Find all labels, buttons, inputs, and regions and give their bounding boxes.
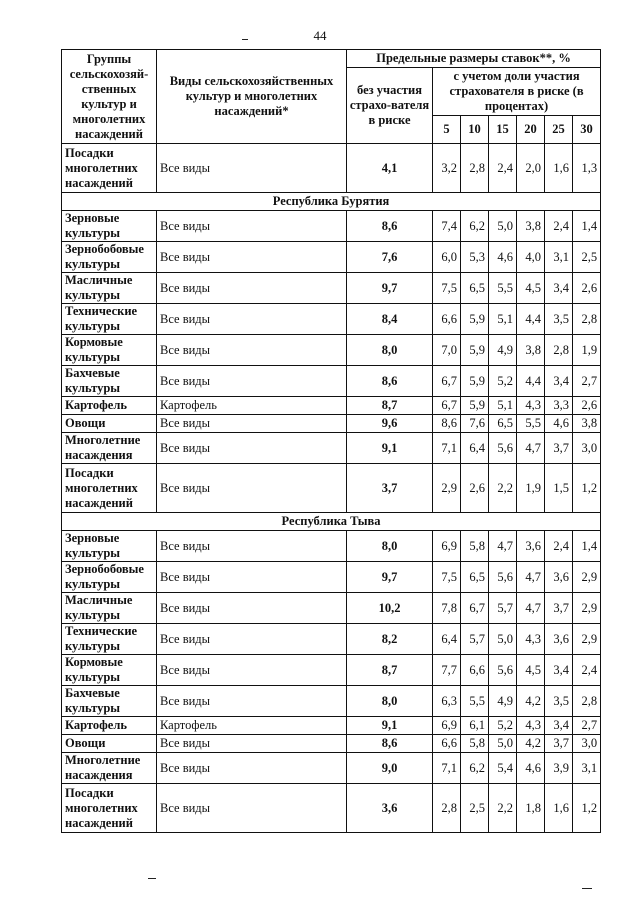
row-rate: 4,5 <box>517 655 545 686</box>
row-kind: Все виды <box>157 366 347 397</box>
row-base-rate: 9,1 <box>347 433 433 464</box>
row-rate: 3,6 <box>545 624 573 655</box>
row-rate: 4,6 <box>489 242 517 273</box>
row-rate: 6,5 <box>461 273 489 304</box>
row-rate: 4,2 <box>517 686 545 717</box>
row-rate: 6,9 <box>433 717 461 735</box>
insurance-rates-table <box>61 49 601 833</box>
row-rate: 7,4 <box>433 211 461 242</box>
row-rate: 1,6 <box>545 784 573 833</box>
row-rate: 4,6 <box>517 753 545 784</box>
row-group: Многолетние насаждения <box>62 433 157 464</box>
row-rate: 3,1 <box>545 242 573 273</box>
row-rate: 6,6 <box>433 304 461 335</box>
row-kind: Все виды <box>157 624 347 655</box>
row-group: Зерновые культуры <box>62 531 157 562</box>
row-group: Кормовые культуры <box>62 335 157 366</box>
row-base-rate: 8,4 <box>347 304 433 335</box>
row-rate: 2,4 <box>573 655 601 686</box>
row-rate: 3,2 <box>433 144 461 193</box>
row-kind: Все виды <box>157 686 347 717</box>
row-rate: 2,4 <box>489 144 517 193</box>
row-base-rate: 8,0 <box>347 686 433 717</box>
row-rate: 6,0 <box>433 242 461 273</box>
header-pct: 30 <box>573 116 601 144</box>
row-rate: 6,3 <box>433 686 461 717</box>
row-rate: 4,0 <box>517 242 545 273</box>
table-row <box>62 144 601 193</box>
row-kind: Все виды <box>157 242 347 273</box>
row-base-rate: 8,6 <box>347 211 433 242</box>
row-rate: 4,7 <box>517 562 545 593</box>
row-rate: 2,9 <box>573 593 601 624</box>
row-rate: 1,4 <box>573 531 601 562</box>
row-base-rate: 10,2 <box>347 593 433 624</box>
region-title: Республика Бурятия <box>62 193 601 211</box>
row-group: Масличные культуры <box>62 593 157 624</box>
row-base-rate: 3,6 <box>347 784 433 833</box>
header-limits: Предельные размеры ставок**, % <box>347 50 601 68</box>
row-rate: 3,5 <box>545 304 573 335</box>
row-group: Зернобобовые культуры <box>62 562 157 593</box>
row-rate: 7,8 <box>433 593 461 624</box>
row-base-rate: 8,0 <box>347 335 433 366</box>
row-group: Овощи <box>62 735 157 753</box>
row-rate: 4,2 <box>517 735 545 753</box>
row-rate: 2,9 <box>573 562 601 593</box>
row-rate: 3,5 <box>545 686 573 717</box>
table-row <box>62 242 601 273</box>
row-kind: Все виды <box>157 753 347 784</box>
row-rate: 7,0 <box>433 335 461 366</box>
table-row <box>62 366 601 397</box>
table-row <box>62 784 601 833</box>
row-rate: 2,8 <box>461 144 489 193</box>
row-rate: 6,6 <box>461 655 489 686</box>
row-rate: 3,6 <box>517 531 545 562</box>
row-rate: 2,8 <box>545 335 573 366</box>
row-rate: 2,4 <box>545 531 573 562</box>
row-group: Кормовые культуры <box>62 655 157 686</box>
scan-mark <box>148 878 156 879</box>
row-rate: 5,0 <box>489 735 517 753</box>
row-kind: Все виды <box>157 335 347 366</box>
row-rate: 1,3 <box>573 144 601 193</box>
row-group: Технические культуры <box>62 624 157 655</box>
row-kind: Все виды <box>157 655 347 686</box>
header-kinds: Виды сельскохозяйственных культур и многолетних насаждений* <box>157 50 347 144</box>
header-pct: 15 <box>489 116 517 144</box>
row-rate: 5,5 <box>461 686 489 717</box>
row-rate: 1,2 <box>573 784 601 833</box>
row-rate: 6,2 <box>461 211 489 242</box>
row-base-rate: 8,7 <box>347 397 433 415</box>
region-row <box>62 193 601 211</box>
row-rate: 4,6 <box>545 415 573 433</box>
row-rate: 2,6 <box>573 273 601 304</box>
table-row <box>62 464 601 513</box>
row-base-rate: 7,6 <box>347 242 433 273</box>
table-row <box>62 433 601 464</box>
row-kind: Все виды <box>157 433 347 464</box>
row-rate: 2,2 <box>489 464 517 513</box>
row-rate: 3,4 <box>545 655 573 686</box>
row-base-rate: 9,0 <box>347 753 433 784</box>
row-rate: 7,7 <box>433 655 461 686</box>
row-rate: 2,7 <box>573 366 601 397</box>
scan-mark <box>582 888 592 889</box>
row-rate: 4,4 <box>517 304 545 335</box>
row-rate: 2,8 <box>433 784 461 833</box>
header-with-share: с учетом доли участия страхователя в риске (в процентах) <box>433 68 601 116</box>
row-rate: 6,7 <box>433 366 461 397</box>
row-group: Масличные культуры <box>62 273 157 304</box>
row-rate: 1,9 <box>573 335 601 366</box>
scan-mark <box>242 39 248 40</box>
row-rate: 4,7 <box>517 433 545 464</box>
table-row <box>62 211 601 242</box>
row-rate: 3,7 <box>545 593 573 624</box>
row-kind: Картофель <box>157 717 347 735</box>
row-base-rate: 8,0 <box>347 531 433 562</box>
row-rate: 4,9 <box>489 686 517 717</box>
header-pct: 5 <box>433 116 461 144</box>
row-rate: 5,9 <box>461 335 489 366</box>
region-row <box>62 513 601 531</box>
row-rate: 4,9 <box>489 335 517 366</box>
row-rate: 3,3 <box>545 397 573 415</box>
row-rate: 3,4 <box>545 717 573 735</box>
row-rate: 5,2 <box>489 717 517 735</box>
row-rate: 7,5 <box>433 273 461 304</box>
table-row <box>62 397 601 415</box>
row-rate: 1,2 <box>573 464 601 513</box>
row-rate: 4,3 <box>517 397 545 415</box>
row-group: Зерновые культуры <box>62 211 157 242</box>
table-row <box>62 624 601 655</box>
row-rate: 3,0 <box>573 433 601 464</box>
row-rate: 7,5 <box>433 562 461 593</box>
row-rate: 6,7 <box>461 593 489 624</box>
row-rate: 3,0 <box>573 735 601 753</box>
row-rate: 6,4 <box>461 433 489 464</box>
row-rate: 5,3 <box>461 242 489 273</box>
row-rate: 5,9 <box>461 304 489 335</box>
row-rate: 5,6 <box>489 433 517 464</box>
row-base-rate: 8,6 <box>347 366 433 397</box>
row-base-rate: 3,7 <box>347 464 433 513</box>
row-rate: 3,4 <box>545 366 573 397</box>
row-rate: 5,7 <box>461 624 489 655</box>
row-rate: 3,8 <box>517 211 545 242</box>
row-kind: Все виды <box>157 562 347 593</box>
row-rate: 1,6 <box>545 144 573 193</box>
row-rate: 5,8 <box>461 531 489 562</box>
row-base-rate: 8,2 <box>347 624 433 655</box>
row-group: Зернобобовые культуры <box>62 242 157 273</box>
region-title: Республика Тыва <box>62 513 601 531</box>
row-rate: 8,6 <box>433 415 461 433</box>
row-rate: 5,6 <box>489 562 517 593</box>
row-kind: Все виды <box>157 273 347 304</box>
row-rate: 1,5 <box>545 464 573 513</box>
row-rate: 5,9 <box>461 397 489 415</box>
row-group: Овощи <box>62 415 157 433</box>
row-rate: 7,1 <box>433 753 461 784</box>
row-rate: 3,6 <box>545 562 573 593</box>
table-row <box>62 655 601 686</box>
row-rate: 4,7 <box>517 593 545 624</box>
row-rate: 6,5 <box>489 415 517 433</box>
row-rate: 3,7 <box>545 433 573 464</box>
row-base-rate: 9,7 <box>347 273 433 304</box>
row-kind: Все виды <box>157 144 347 193</box>
table-row <box>62 753 601 784</box>
row-rate: 2,5 <box>573 242 601 273</box>
row-kind: Все виды <box>157 304 347 335</box>
row-rate: 5,0 <box>489 624 517 655</box>
row-rate: 5,2 <box>489 366 517 397</box>
table-row <box>62 686 601 717</box>
row-rate: 1,8 <box>517 784 545 833</box>
row-rate: 2,7 <box>573 717 601 735</box>
row-rate: 4,3 <box>517 717 545 735</box>
table-row <box>62 735 601 753</box>
row-rate: 4,4 <box>517 366 545 397</box>
row-base-rate: 9,1 <box>347 717 433 735</box>
row-group: Посадки многолетних насаждений <box>62 464 157 513</box>
row-rate: 4,3 <box>517 624 545 655</box>
table-row <box>62 415 601 433</box>
row-kind: Все виды <box>157 784 347 833</box>
row-group: Технические культуры <box>62 304 157 335</box>
row-group: Посадки многолетних насаждений <box>62 784 157 833</box>
row-kind: Все виды <box>157 735 347 753</box>
row-base-rate: 8,7 <box>347 655 433 686</box>
header-group: Группы сельскохозяй-ственных культур и многолетних насаждений <box>62 50 157 144</box>
row-rate: 5,4 <box>489 753 517 784</box>
row-base-rate: 4,1 <box>347 144 433 193</box>
row-rate: 3,9 <box>545 753 573 784</box>
header-pct: 10 <box>461 116 489 144</box>
row-kind: Все виды <box>157 593 347 624</box>
row-rate: 5,0 <box>489 211 517 242</box>
table-row <box>62 335 601 366</box>
table-row <box>62 304 601 335</box>
row-kind: Все виды <box>157 415 347 433</box>
row-rate: 1,4 <box>573 211 601 242</box>
row-group: Картофель <box>62 717 157 735</box>
row-rate: 1,9 <box>517 464 545 513</box>
row-rate: 6,6 <box>433 735 461 753</box>
row-rate: 4,7 <box>489 531 517 562</box>
row-group: Посадки многолетних насаждений <box>62 144 157 193</box>
row-kind: Все виды <box>157 531 347 562</box>
row-rate: 5,5 <box>489 273 517 304</box>
row-group: Бахчевые культуры <box>62 686 157 717</box>
row-rate: 5,8 <box>461 735 489 753</box>
row-rate: 5,1 <box>489 397 517 415</box>
row-rate: 6,9 <box>433 531 461 562</box>
row-rate: 5,9 <box>461 366 489 397</box>
row-kind: Все виды <box>157 211 347 242</box>
table-row <box>62 273 601 304</box>
header-pct: 25 <box>545 116 573 144</box>
page-number: 44 <box>313 28 327 43</box>
row-rate: 5,1 <box>489 304 517 335</box>
row-rate: 2,9 <box>433 464 461 513</box>
row-rate: 2,8 <box>573 686 601 717</box>
table-row <box>62 562 601 593</box>
row-rate: 2,0 <box>517 144 545 193</box>
row-rate: 6,4 <box>433 624 461 655</box>
row-kind: Все виды <box>157 464 347 513</box>
table-row <box>62 531 601 562</box>
row-rate: 7,6 <box>461 415 489 433</box>
row-rate: 2,4 <box>545 211 573 242</box>
header-without: без участия страхо-вателя в риске <box>347 68 433 144</box>
row-group: Картофель <box>62 397 157 415</box>
row-kind: Картофель <box>157 397 347 415</box>
row-rate: 6,1 <box>461 717 489 735</box>
row-rate: 2,5 <box>461 784 489 833</box>
row-rate: 2,8 <box>573 304 601 335</box>
row-group: Бахчевые культуры <box>62 366 157 397</box>
row-base-rate: 9,7 <box>347 562 433 593</box>
row-rate: 3,8 <box>573 415 601 433</box>
table-row <box>62 593 601 624</box>
header-pct: 20 <box>517 116 545 144</box>
row-rate: 3,1 <box>573 753 601 784</box>
table-row <box>62 717 601 735</box>
row-rate: 5,7 <box>489 593 517 624</box>
row-rate: 5,6 <box>489 655 517 686</box>
row-rate: 3,7 <box>545 735 573 753</box>
row-rate: 2,6 <box>573 397 601 415</box>
row-rate: 7,1 <box>433 433 461 464</box>
row-group: Многолетние насаждения <box>62 753 157 784</box>
row-rate: 2,9 <box>573 624 601 655</box>
row-rate: 2,6 <box>461 464 489 513</box>
row-rate: 2,2 <box>489 784 517 833</box>
row-base-rate: 9,6 <box>347 415 433 433</box>
row-rate: 6,5 <box>461 562 489 593</box>
row-base-rate: 8,6 <box>347 735 433 753</box>
row-rate: 3,4 <box>545 273 573 304</box>
row-rate: 6,7 <box>433 397 461 415</box>
row-rate: 5,5 <box>517 415 545 433</box>
row-rate: 4,5 <box>517 273 545 304</box>
row-rate: 3,8 <box>517 335 545 366</box>
row-rate: 6,2 <box>461 753 489 784</box>
